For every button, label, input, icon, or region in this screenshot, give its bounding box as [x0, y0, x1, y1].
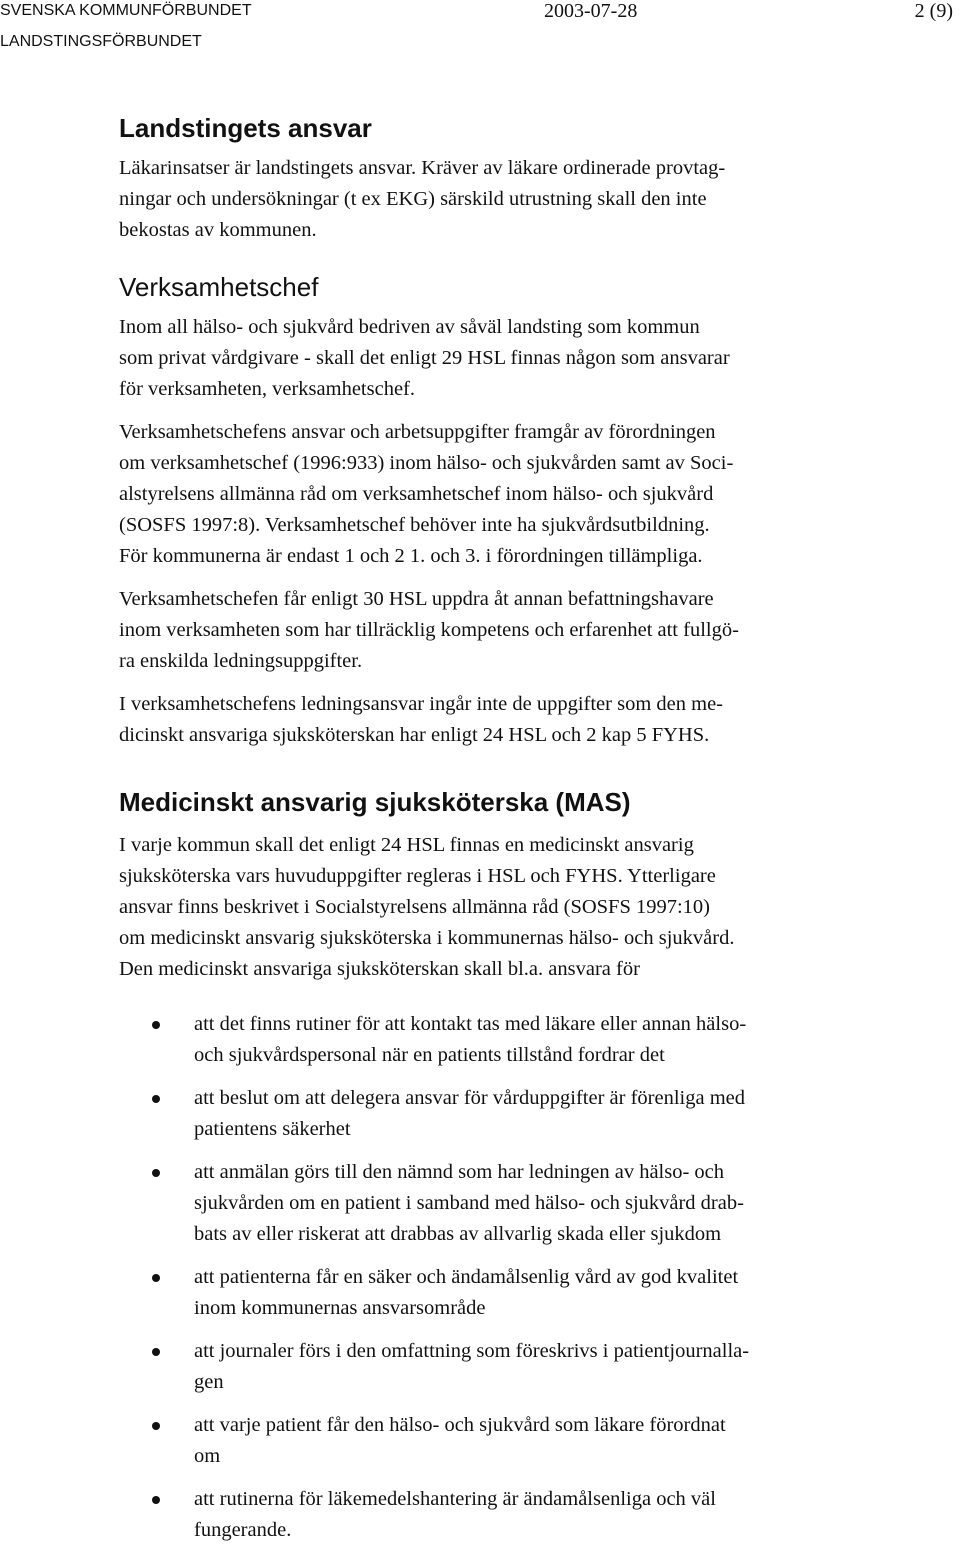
- text-line: I varje kommun skall det enligt 24 HSL finnas en medicinskt ansvarig: [119, 834, 694, 856]
- text-line: sjukvården om en patient i samband med hälso- och sjukvård drab-: [194, 1192, 744, 1214]
- text-line: Verksamhetschefens ansvar och arbetsuppgifter framgår av förordningen: [119, 421, 716, 443]
- list-item: [119, 1009, 909, 1071]
- heading-landstingets-ansvar: Landstingets ansvar: [119, 113, 372, 143]
- text-line: Verksamhetschefen får enligt 30 HSL uppdra åt annan befattningshavare: [119, 588, 714, 610]
- text-line: Läkarinsatser är landstingets ansvar. Kräver av läkare ordinerade provtag-: [119, 157, 726, 179]
- org-name-line2: LANDSTINGSFÖRBUNDET: [0, 33, 202, 50]
- text-line: ningar och undersökningar (t ex EKG) särskild utrustning skall den inte: [119, 188, 707, 210]
- list-item: [119, 1262, 909, 1324]
- text-line: för verksamheten, verksamhetschef.: [119, 378, 415, 400]
- text-line: att varje patient får den hälso- och sjukvård som läkare förordnat: [194, 1414, 726, 1436]
- list-item: [119, 1484, 909, 1546]
- text-line: ansvar finns beskrivet i Socialstyrelsens allmänna råd (SOSFS 1997:10): [119, 896, 710, 918]
- text-line: som privat vårdgivare - skall det enligt 29 HSL finnas någon som ansvarar: [119, 347, 730, 369]
- paragraph-verksamhetschef-4: [119, 689, 909, 751]
- text-line: patientens säkerhet: [194, 1118, 351, 1140]
- text-line: att anmälan görs till den nämnd som har ledningen av hälso- och: [194, 1161, 725, 1183]
- text-line: att rutinerna för läkemedelshantering är ändamålsenliga och väl: [194, 1488, 716, 1510]
- text-line: I verksamhetschefens ledningsansvar ingår inte de uppgifter som den me-: [119, 693, 723, 715]
- heading-mas: Medicinskt ansvarig sjuksköterska (MAS): [119, 787, 631, 817]
- text-line: bats av eller riskerat att drabbas av allvarlig skada eller sjukdom: [194, 1223, 722, 1245]
- paragraph-verksamhetschef-3: [119, 584, 909, 677]
- paragraph-verksamhetschef-1: [119, 312, 909, 405]
- org-name-line1: SVENSKA KOMMUNFÖRBUNDET: [0, 2, 252, 19]
- text-line: att journaler förs i den omfattning som föreskrivs i patientjournalla-: [194, 1340, 750, 1362]
- text-line: om medicinskt ansvarig sjuksköterska i kommunernas hälso- och sjukvård.: [119, 927, 735, 949]
- text-line: (SOSFS 1997:8). Verksamhetschef behöver inte ha sjukvårdsutbildning.: [119, 514, 710, 536]
- bullet-icon: [152, 1095, 160, 1103]
- heading-verksamhetschef: Verksamhetschef: [119, 272, 319, 302]
- list-item: [119, 1336, 909, 1398]
- text-line: att det finns rutiner för att kontakt tas med läkare eller annan hälso-: [194, 1013, 747, 1035]
- bullet-icon: [152, 1496, 160, 1504]
- page-header: [0, 0, 960, 60]
- bullet-icon: [152, 1422, 160, 1430]
- text-line: gen: [194, 1371, 224, 1393]
- text-line: Inom all hälso- och sjukvård bedriven av såväl landsting som kommun: [119, 316, 700, 338]
- document-date: 2003-07-28: [544, 0, 638, 22]
- list-item: [119, 1410, 909, 1472]
- bullet-icon: [152, 1348, 160, 1356]
- text-line: bekostas av kommunen.: [119, 219, 317, 241]
- text-line: dicinskt ansvariga sjuksköterskan har enligt 24 HSL och 2 kap 5 FYHS.: [119, 724, 710, 746]
- mas-responsibility-list: [119, 1009, 909, 1546]
- page-number: 2 (9): [914, 0, 953, 22]
- text-line: om verksamhetschef (1996:933) inom hälso- och sjukvården samt av Soci-: [119, 452, 734, 474]
- text-line: inom kommunernas ansvarsområde: [194, 1297, 486, 1319]
- text-line: alstyrelsens allmänna råd om verksamhetschef inom hälso- och sjukvård: [119, 483, 714, 505]
- text-line: inom verksamheten som har tillräcklig kompetens och erfarenhet att fullgö-: [119, 619, 739, 641]
- paragraph-landstinget: [119, 153, 909, 246]
- text-line: fungerande.: [194, 1519, 292, 1541]
- bullet-icon: [152, 1274, 160, 1282]
- text-line: och sjukvårdspersonal när en patients tillstånd fordrar det: [194, 1044, 665, 1066]
- bullet-icon: [152, 1021, 160, 1029]
- text-line: om: [194, 1445, 221, 1467]
- paragraph-verksamhetschef-2: [119, 417, 909, 572]
- document-body: [119, 109, 909, 1558]
- list-item: [119, 1083, 909, 1145]
- text-line: Den medicinskt ansvariga sjuksköterskan skall bl.a. ansvara för: [119, 958, 640, 980]
- text-line: För kommunerna är endast 1 och 2 1. och 3. i förordningen tillämpliga.: [119, 545, 703, 567]
- list-item: [119, 1157, 909, 1250]
- text-line: ra enskilda ledningsuppgifter.: [119, 650, 363, 672]
- text-line: att beslut om att delegera ansvar för vårduppgifter är förenliga med: [194, 1087, 745, 1109]
- bullet-icon: [152, 1169, 160, 1177]
- text-line: att patienterna får en säker och ändamålsenlig vård av god kvalitet: [194, 1266, 739, 1288]
- paragraph-mas-intro: [119, 830, 909, 985]
- text-line: sjuksköterska vars huvuduppgifter regleras i HSL och FYHS. Ytterligare: [119, 865, 716, 887]
